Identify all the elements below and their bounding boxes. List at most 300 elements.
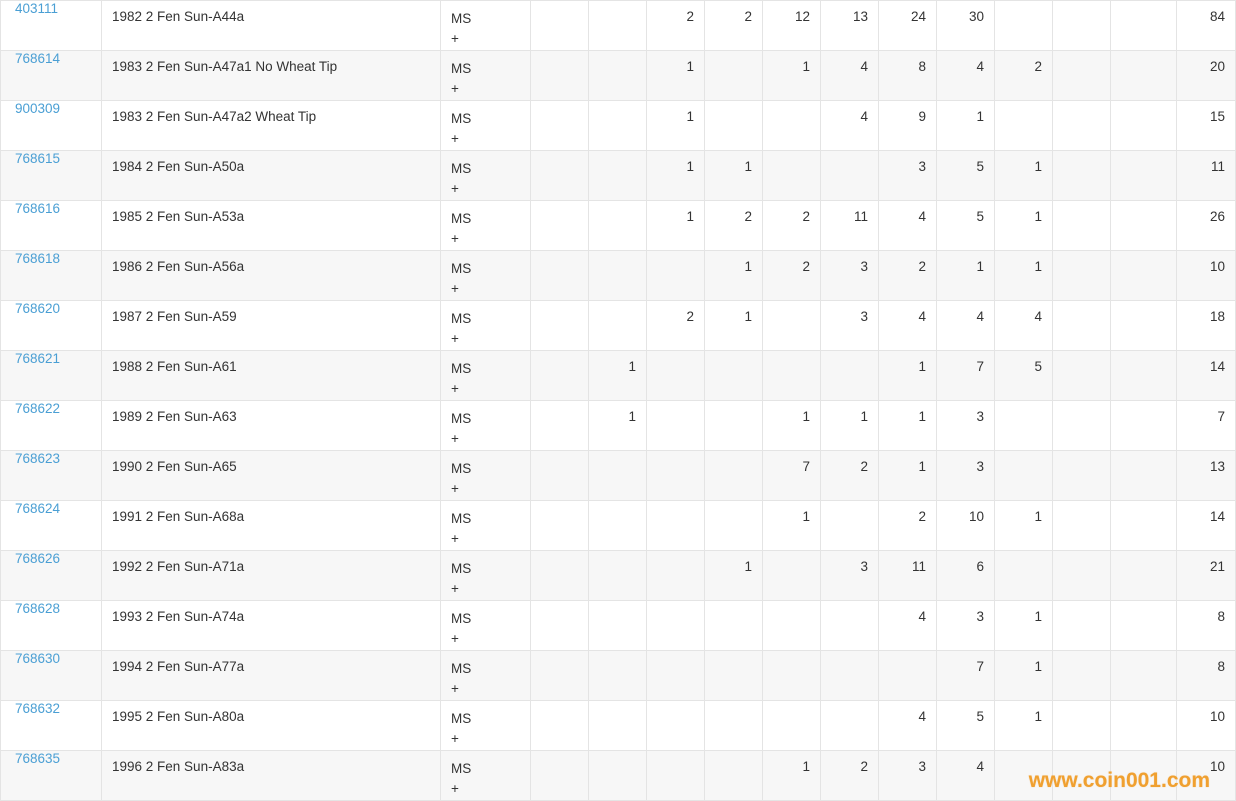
cell-coin-description bbox=[102, 101, 441, 151]
grade-count-value bbox=[763, 101, 820, 109]
total-value: 26 bbox=[1209, 209, 1225, 224]
cell-grade-count bbox=[1053, 401, 1111, 451]
grade-line-2: + bbox=[451, 130, 459, 146]
cell-grade-count bbox=[879, 551, 937, 601]
cell-grade-count bbox=[647, 151, 705, 201]
grade-count-value bbox=[589, 701, 646, 709]
cell-grade-count bbox=[1053, 651, 1111, 701]
grade-count-value bbox=[763, 651, 820, 659]
cell-grade-count bbox=[1053, 251, 1111, 301]
total-value: 10 bbox=[1209, 259, 1225, 274]
grade-count-value: 1 bbox=[1034, 209, 1042, 224]
cell-grade-count bbox=[589, 51, 647, 101]
cell-grade-count bbox=[589, 451, 647, 501]
cell-grade-count bbox=[1053, 101, 1111, 151]
grade-count-value: 2 bbox=[918, 259, 926, 274]
cell-coin-description bbox=[102, 551, 441, 601]
cell-grade-count bbox=[647, 51, 705, 101]
table-row bbox=[1, 751, 1236, 801]
grade-count-value bbox=[589, 101, 646, 109]
grade-count-value: 4 bbox=[860, 59, 868, 74]
table-row bbox=[1, 151, 1236, 201]
cell-grade-count bbox=[821, 251, 879, 301]
cell-grade-count bbox=[647, 451, 705, 501]
certification-id-link[interactable]: 768624 bbox=[15, 501, 61, 516]
total-value: 8 bbox=[1217, 609, 1225, 624]
grade-count-value bbox=[1053, 201, 1110, 209]
cell-grade-count bbox=[821, 551, 879, 601]
cell-grade-count bbox=[1053, 351, 1111, 401]
cell-grade-count bbox=[995, 151, 1053, 201]
certification-id-link[interactable]: 768622 bbox=[15, 401, 61, 416]
grade-count-value bbox=[705, 701, 762, 709]
certification-id-link[interactable]: 768635 bbox=[15, 751, 61, 766]
grade-line-1: MS bbox=[451, 711, 472, 726]
cell-grade-count bbox=[1111, 151, 1177, 201]
grade-count-value bbox=[531, 1, 588, 9]
cell-grade bbox=[441, 251, 531, 301]
grade-count-value: 12 bbox=[794, 9, 810, 24]
total-value: 14 bbox=[1209, 509, 1225, 524]
cell-grade-count bbox=[879, 601, 937, 651]
cell-grade-count bbox=[879, 101, 937, 151]
grade-count-value bbox=[705, 751, 762, 759]
cell-grade-count bbox=[589, 1, 647, 51]
cell-grade-count bbox=[1111, 301, 1177, 351]
grade-count-value: 1 bbox=[860, 409, 868, 424]
grade-count-value bbox=[705, 451, 762, 459]
grade-count-value: 3 bbox=[918, 159, 926, 174]
cell-grade-count bbox=[763, 251, 821, 301]
cell-grade-count bbox=[763, 451, 821, 501]
grade-line-1: MS bbox=[451, 611, 472, 626]
cell-coin-description bbox=[102, 701, 441, 751]
grade-count-value: 3 bbox=[976, 459, 984, 474]
cell-coin-description bbox=[102, 1, 441, 51]
cell-grade-count bbox=[531, 201, 589, 251]
cell-grade-count bbox=[821, 201, 879, 251]
grade-count-value bbox=[647, 401, 704, 409]
grade-count-value bbox=[705, 601, 762, 609]
cell-grade-count bbox=[705, 601, 763, 651]
cell-grade-count bbox=[995, 51, 1053, 101]
grade-text bbox=[441, 501, 530, 548]
cell-grade-count bbox=[1111, 601, 1177, 651]
cell-grade-count bbox=[1053, 451, 1111, 501]
cell-total bbox=[1177, 301, 1236, 351]
grade-count-value bbox=[995, 551, 1052, 559]
coin-description-text: 1995 2 Fen Sun-A80a bbox=[112, 709, 245, 724]
grade-line-1: MS bbox=[451, 361, 472, 376]
coin-description-text: 1993 2 Fen Sun-A74a bbox=[112, 609, 245, 624]
cell-grade-count bbox=[995, 201, 1053, 251]
grade-count-value bbox=[589, 451, 646, 459]
grade-count-value bbox=[647, 751, 704, 759]
cell-grade bbox=[441, 751, 531, 801]
grade-count-value bbox=[531, 501, 588, 509]
cell-grade-count bbox=[821, 101, 879, 151]
grade-count-value: 5 bbox=[976, 209, 984, 224]
cell-grade-count bbox=[995, 651, 1053, 701]
cell-grade-count bbox=[763, 701, 821, 751]
cell-grade-count bbox=[531, 101, 589, 151]
grade-line-2: + bbox=[451, 430, 459, 446]
grade-count-value: 2 bbox=[744, 9, 752, 24]
total-value: 11 bbox=[1210, 159, 1225, 174]
grade-count-value: 1 bbox=[686, 59, 694, 74]
grade-count-value bbox=[1111, 551, 1176, 559]
cell-grade-count bbox=[589, 251, 647, 301]
cell-grade-count bbox=[1111, 501, 1177, 551]
cell-grade-count bbox=[937, 451, 995, 501]
grade-count-value: 4 bbox=[918, 709, 926, 724]
site-watermark: www.coin001.com bbox=[1028, 769, 1210, 792]
cell-grade-count bbox=[647, 1, 705, 51]
cell-grade-count bbox=[589, 351, 647, 401]
cell-grade-count bbox=[589, 151, 647, 201]
cell-grade bbox=[441, 551, 531, 601]
cell-grade-count bbox=[937, 401, 995, 451]
cell-grade-count bbox=[879, 151, 937, 201]
cell-grade-count bbox=[879, 501, 937, 551]
certification-id-link[interactable]: 768618 bbox=[15, 251, 61, 266]
certification-id-link[interactable]: 768614 bbox=[15, 51, 61, 66]
total-value: 20 bbox=[1209, 59, 1225, 74]
total-value: 21 bbox=[1209, 559, 1225, 574]
cell-grade-count bbox=[589, 201, 647, 251]
cell-certification-id bbox=[1, 751, 102, 801]
grade-count-value: 10 bbox=[968, 509, 984, 524]
cell-grade-count bbox=[995, 751, 1053, 801]
grade-count-value bbox=[1111, 401, 1176, 409]
certification-id-link[interactable]: 768620 bbox=[15, 301, 61, 316]
table-row bbox=[1, 601, 1236, 651]
certification-id-link[interactable]: 768621 bbox=[15, 351, 61, 366]
certification-id-link[interactable]: 768632 bbox=[15, 701, 61, 716]
grade-count-value bbox=[589, 201, 646, 209]
grade-line-1: MS bbox=[451, 411, 472, 426]
grade-count-value bbox=[1053, 1, 1110, 9]
grade-count-value bbox=[1111, 651, 1176, 659]
cell-grade-count bbox=[705, 201, 763, 251]
grade-count-value bbox=[705, 101, 762, 109]
grade-count-value: 2 bbox=[802, 209, 810, 224]
grade-count-value bbox=[705, 651, 762, 659]
table-row bbox=[1, 51, 1236, 101]
grade-count-value bbox=[589, 1, 646, 9]
cell-grade-count bbox=[995, 101, 1053, 151]
cell-grade-count bbox=[647, 301, 705, 351]
cell-grade-count bbox=[937, 601, 995, 651]
cell-grade-count bbox=[995, 451, 1053, 501]
cell-grade-count bbox=[705, 751, 763, 801]
grade-count-value: 2 bbox=[744, 209, 752, 224]
cell-grade-count bbox=[995, 401, 1053, 451]
cell-grade-count bbox=[763, 351, 821, 401]
cell-grade-count bbox=[1111, 51, 1177, 101]
grade-count-value: 4 bbox=[918, 309, 926, 324]
grade-text bbox=[441, 551, 530, 598]
cell-grade-count bbox=[531, 551, 589, 601]
cell-total bbox=[1177, 701, 1236, 751]
cell-coin-description bbox=[102, 351, 441, 401]
cell-grade bbox=[441, 701, 531, 751]
grade-count-value bbox=[995, 751, 1052, 759]
cell-grade-count bbox=[937, 501, 995, 551]
cell-grade-count bbox=[589, 101, 647, 151]
table-row bbox=[1, 301, 1236, 351]
cell-grade-count bbox=[879, 451, 937, 501]
grade-line-2: + bbox=[451, 230, 459, 246]
certification-id-link[interactable]: 768615 bbox=[15, 151, 61, 166]
certification-id-link[interactable]: 768630 bbox=[15, 651, 61, 666]
cell-grade bbox=[441, 651, 531, 701]
grade-text bbox=[441, 751, 530, 798]
cell-grade-count bbox=[821, 401, 879, 451]
cell-grade-count bbox=[937, 101, 995, 151]
cell-grade-count bbox=[995, 501, 1053, 551]
cell-grade-count bbox=[937, 351, 995, 401]
grade-count-value: 1 bbox=[628, 359, 636, 374]
cell-grade-count bbox=[879, 51, 937, 101]
cell-grade-count bbox=[763, 601, 821, 651]
cell-grade-count bbox=[589, 701, 647, 751]
grade-count-value: 24 bbox=[910, 9, 926, 24]
grade-text bbox=[441, 101, 530, 148]
grade-count-value: 9 bbox=[918, 109, 926, 124]
grade-count-value: 4 bbox=[918, 209, 926, 224]
grade-count-value bbox=[1053, 51, 1110, 59]
cell-total bbox=[1177, 451, 1236, 501]
cell-grade-count bbox=[647, 551, 705, 601]
cell-grade-count bbox=[705, 151, 763, 201]
grade-count-value bbox=[705, 401, 762, 409]
grade-count-value: 2 bbox=[1034, 59, 1042, 74]
grade-count-value bbox=[1053, 151, 1110, 159]
grade-count-value bbox=[647, 601, 704, 609]
table-row bbox=[1, 401, 1236, 451]
cell-total bbox=[1177, 401, 1236, 451]
grade-count-value bbox=[821, 601, 878, 609]
certification-id-link[interactable]: 768616 bbox=[15, 201, 61, 216]
total-value: 8 bbox=[1217, 659, 1225, 674]
grade-count-value bbox=[1053, 551, 1110, 559]
cell-grade-count bbox=[705, 651, 763, 701]
grade-count-value: 7 bbox=[976, 659, 984, 674]
cell-grade-count bbox=[879, 201, 937, 251]
grade-count-value bbox=[763, 151, 820, 159]
cell-grade bbox=[441, 151, 531, 201]
certification-id-link[interactable]: 768626 bbox=[15, 551, 61, 566]
coin-description-text: 1986 2 Fen Sun-A56a bbox=[112, 259, 245, 274]
cell-total bbox=[1177, 601, 1236, 651]
cell-grade bbox=[441, 201, 531, 251]
grade-count-value bbox=[531, 401, 588, 409]
grade-line-1: MS bbox=[451, 111, 472, 126]
cell-total bbox=[1177, 751, 1236, 801]
grade-count-value bbox=[531, 201, 588, 209]
cell-total bbox=[1177, 1, 1236, 51]
cell-grade-count bbox=[821, 301, 879, 351]
grade-count-value bbox=[589, 501, 646, 509]
cell-grade-count bbox=[821, 451, 879, 501]
grade-text bbox=[441, 251, 530, 298]
total-value: 15 bbox=[1209, 109, 1225, 124]
grade-count-value bbox=[531, 651, 588, 659]
cell-grade-count bbox=[937, 251, 995, 301]
grade-count-value: 3 bbox=[860, 259, 868, 274]
cell-grade-count bbox=[879, 1, 937, 51]
coin-description-text: 1996 2 Fen Sun-A83a bbox=[112, 759, 245, 774]
grade-count-value: 7 bbox=[802, 459, 810, 474]
grade-count-value: 3 bbox=[918, 759, 926, 774]
grade-line-1: MS bbox=[451, 311, 472, 326]
cell-total bbox=[1177, 151, 1236, 201]
table-row bbox=[1, 451, 1236, 501]
cell-grade-count bbox=[995, 601, 1053, 651]
grade-count-value bbox=[531, 51, 588, 59]
cell-grade-count bbox=[647, 501, 705, 551]
grade-count-value bbox=[1111, 351, 1176, 359]
cell-grade-count bbox=[1111, 451, 1177, 501]
grade-line-2: + bbox=[451, 280, 459, 296]
certification-id-link[interactable]: 403111 bbox=[15, 1, 59, 16]
coin-description-text: 1982 2 Fen Sun-A44a bbox=[112, 9, 245, 24]
cell-total bbox=[1177, 651, 1236, 701]
cell-grade-count bbox=[705, 701, 763, 751]
grade-count-value bbox=[1111, 151, 1176, 159]
cell-grade-count bbox=[531, 301, 589, 351]
grade-count-value bbox=[531, 101, 588, 109]
grade-count-value bbox=[1053, 351, 1110, 359]
certification-id-link[interactable]: 768623 bbox=[15, 451, 61, 466]
grade-text bbox=[441, 351, 530, 398]
cell-grade-count bbox=[1111, 351, 1177, 401]
grade-count-value: 1 bbox=[802, 59, 810, 74]
cell-grade-count bbox=[937, 651, 995, 701]
grade-count-value: 1 bbox=[686, 159, 694, 174]
cell-grade-count bbox=[531, 701, 589, 751]
cell-total bbox=[1177, 251, 1236, 301]
grade-count-value: 3 bbox=[976, 409, 984, 424]
cell-grade-count bbox=[647, 101, 705, 151]
grade-count-value bbox=[705, 351, 762, 359]
cell-grade-count bbox=[995, 551, 1053, 601]
cell-grade-count bbox=[821, 501, 879, 551]
cell-grade-count bbox=[1053, 601, 1111, 651]
grade-count-value bbox=[589, 751, 646, 759]
cell-grade-count bbox=[763, 751, 821, 801]
grade-count-value: 1 bbox=[744, 309, 752, 324]
grade-text bbox=[441, 451, 530, 498]
grade-line-1: MS bbox=[451, 561, 472, 576]
grade-line-1: MS bbox=[451, 11, 472, 26]
table-row bbox=[1, 351, 1236, 401]
table-body bbox=[1, 1, 1236, 801]
grade-count-value bbox=[821, 651, 878, 659]
cell-grade-count bbox=[647, 601, 705, 651]
cell-grade-count bbox=[531, 351, 589, 401]
cell-grade-count bbox=[531, 51, 589, 101]
total-value: 18 bbox=[1209, 309, 1225, 324]
grade-count-value bbox=[647, 551, 704, 559]
grade-count-value bbox=[647, 701, 704, 709]
grade-count-value bbox=[705, 51, 762, 59]
cell-grade-count bbox=[647, 701, 705, 751]
cell-grade-count bbox=[531, 751, 589, 801]
cell-coin-description bbox=[102, 151, 441, 201]
coin-description-text: 1984 2 Fen Sun-A50a bbox=[112, 159, 245, 174]
grade-count-value: 11 bbox=[853, 209, 868, 224]
grade-count-value: 1 bbox=[744, 559, 752, 574]
cell-grade-count bbox=[879, 301, 937, 351]
grade-count-value bbox=[1053, 701, 1110, 709]
grade-count-value bbox=[1111, 751, 1176, 759]
cell-grade-count bbox=[1111, 101, 1177, 151]
grade-text bbox=[441, 51, 530, 98]
cell-grade-count bbox=[821, 351, 879, 401]
grade-count-value: 1 bbox=[918, 359, 926, 374]
grade-count-value: 1 bbox=[1034, 159, 1042, 174]
total-value: 10 bbox=[1209, 759, 1225, 774]
cell-grade-count bbox=[821, 1, 879, 51]
cell-grade-count bbox=[937, 201, 995, 251]
grade-count-value: 11 bbox=[911, 559, 926, 574]
cell-grade-count bbox=[1111, 401, 1177, 451]
grade-count-value bbox=[531, 551, 588, 559]
table-row bbox=[1, 101, 1236, 151]
cell-grade-count bbox=[1053, 301, 1111, 351]
certification-id-link[interactable]: 768628 bbox=[15, 601, 61, 616]
grade-line-2: + bbox=[451, 480, 459, 496]
grade-line-2: + bbox=[451, 330, 459, 346]
certification-id-link[interactable]: 900309 bbox=[15, 101, 61, 116]
cell-grade bbox=[441, 501, 531, 551]
grade-line-1: MS bbox=[451, 261, 472, 276]
grade-count-value: 4 bbox=[976, 309, 984, 324]
cell-grade bbox=[441, 101, 531, 151]
cell-grade-count bbox=[589, 401, 647, 451]
cell-grade-count bbox=[705, 301, 763, 351]
grade-line-1: MS bbox=[451, 661, 472, 676]
cell-grade-count bbox=[589, 751, 647, 801]
grade-count-value: 1 bbox=[1034, 659, 1042, 674]
cell-grade-count bbox=[937, 751, 995, 801]
cell-total bbox=[1177, 201, 1236, 251]
grade-text bbox=[441, 651, 530, 698]
cell-grade-count bbox=[995, 1, 1053, 51]
cell-grade-count bbox=[763, 301, 821, 351]
cell-grade bbox=[441, 351, 531, 401]
cell-grade-count bbox=[1053, 201, 1111, 251]
grade-count-value bbox=[821, 151, 878, 159]
grade-text bbox=[441, 701, 530, 748]
grade-count-value: 2 bbox=[802, 259, 810, 274]
cell-grade bbox=[441, 601, 531, 651]
grade-count-value bbox=[531, 351, 588, 359]
cell-grade-count bbox=[821, 51, 879, 101]
grade-count-value bbox=[1053, 751, 1110, 759]
table-row bbox=[1, 1, 1236, 51]
grade-count-value bbox=[821, 351, 878, 359]
cell-grade-count bbox=[1053, 51, 1111, 101]
grade-line-2: + bbox=[451, 730, 459, 746]
grade-count-value bbox=[589, 51, 646, 59]
grade-count-value: 1 bbox=[1034, 259, 1042, 274]
grade-count-value bbox=[1111, 51, 1176, 59]
cell-grade-count bbox=[589, 601, 647, 651]
cell-coin-description bbox=[102, 301, 441, 351]
